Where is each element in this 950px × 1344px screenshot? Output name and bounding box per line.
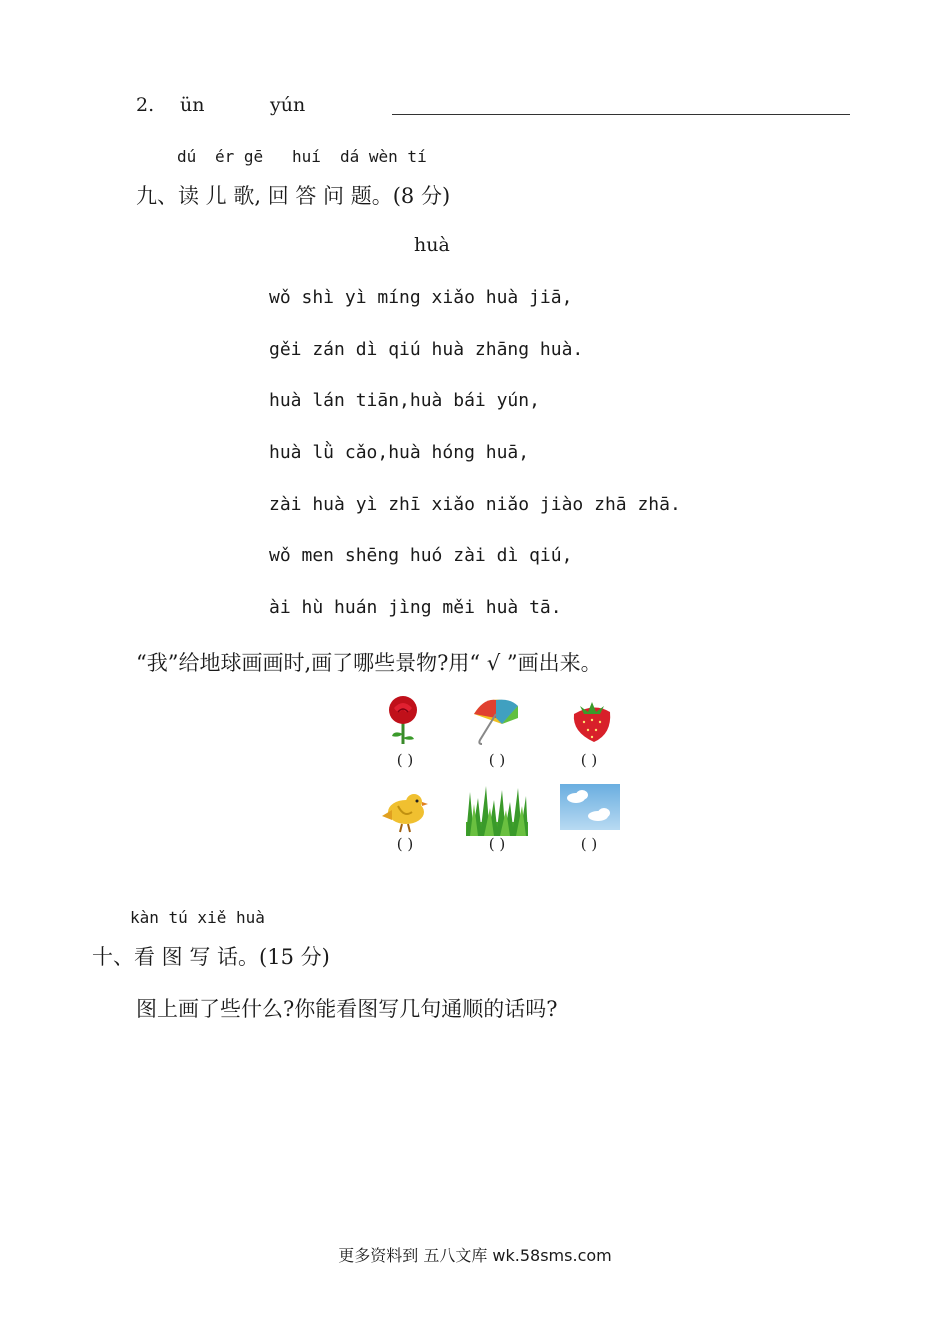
poem-line-1: wǒ shì yì míng xiǎo huà jiā, (269, 287, 573, 308)
q2-syllable-b: yún (270, 94, 306, 116)
poem-line-4: huà lǜ cǎo,huà hóng huā, (269, 442, 530, 463)
sec9-question: “我”给地球画画时,画了哪些景物?用“ √ ”画出来。 (136, 651, 602, 675)
sec10-title: 十、看 图 写 话。(15 分) (92, 945, 330, 969)
umbrella-icon (466, 692, 528, 746)
answer-paren-strawberry[interactable]: ( ) (580, 751, 598, 769)
sec10-prompt: 图上画了些什么?你能看图写几句通顺的话吗? (136, 997, 558, 1021)
sec9-pinyin-hui: huí (292, 147, 321, 166)
sec9-title: 九、读 儿 歌, 回 答 问 题。(8 分) (136, 184, 451, 208)
poem-line-6: wǒ men shēng huó zài dì qiú, (269, 545, 573, 566)
poem-title: huà (414, 234, 450, 256)
bird-icon (372, 782, 434, 836)
footer-source: 更多资料到 五八文库 wk.58sms.com (338, 1246, 612, 1265)
strawberry-icon (560, 692, 622, 746)
grass-icon (466, 782, 528, 836)
poem-line-7: ài hù huán jìng měi huà tā. (269, 597, 562, 618)
q2-syllable-a: ün (180, 94, 205, 116)
poem-line-2: gěi zán dì qiú huà zhāng huà. (269, 339, 584, 360)
poem-line-5: zài huà yì zhī xiǎo niǎo jiào zhā zhā. (269, 494, 681, 515)
rose-icon (372, 692, 434, 746)
q2-answer-line[interactable] (392, 114, 850, 115)
sec10-pinyin: kàn tú xiě huà (130, 908, 265, 927)
poem-line-3: huà lán tiān,huà bái yún, (269, 390, 540, 411)
sec9-pinyin-dawenti: dá wèn tí (340, 147, 427, 166)
answer-paren-umbrella[interactable]: ( ) (488, 751, 506, 769)
sec9-pinyin-du: dú (177, 147, 197, 166)
answer-paren-rose[interactable]: ( ) (396, 751, 414, 769)
sec9-pinyin-erge: ér gē (215, 147, 264, 166)
q2-number: 2. (136, 94, 155, 116)
sky-cloud-icon (560, 782, 622, 836)
answer-paren-bird[interactable]: ( ) (396, 835, 414, 853)
answer-paren-grass[interactable]: ( ) (488, 835, 506, 853)
answer-paren-sky[interactable]: ( ) (580, 835, 598, 853)
